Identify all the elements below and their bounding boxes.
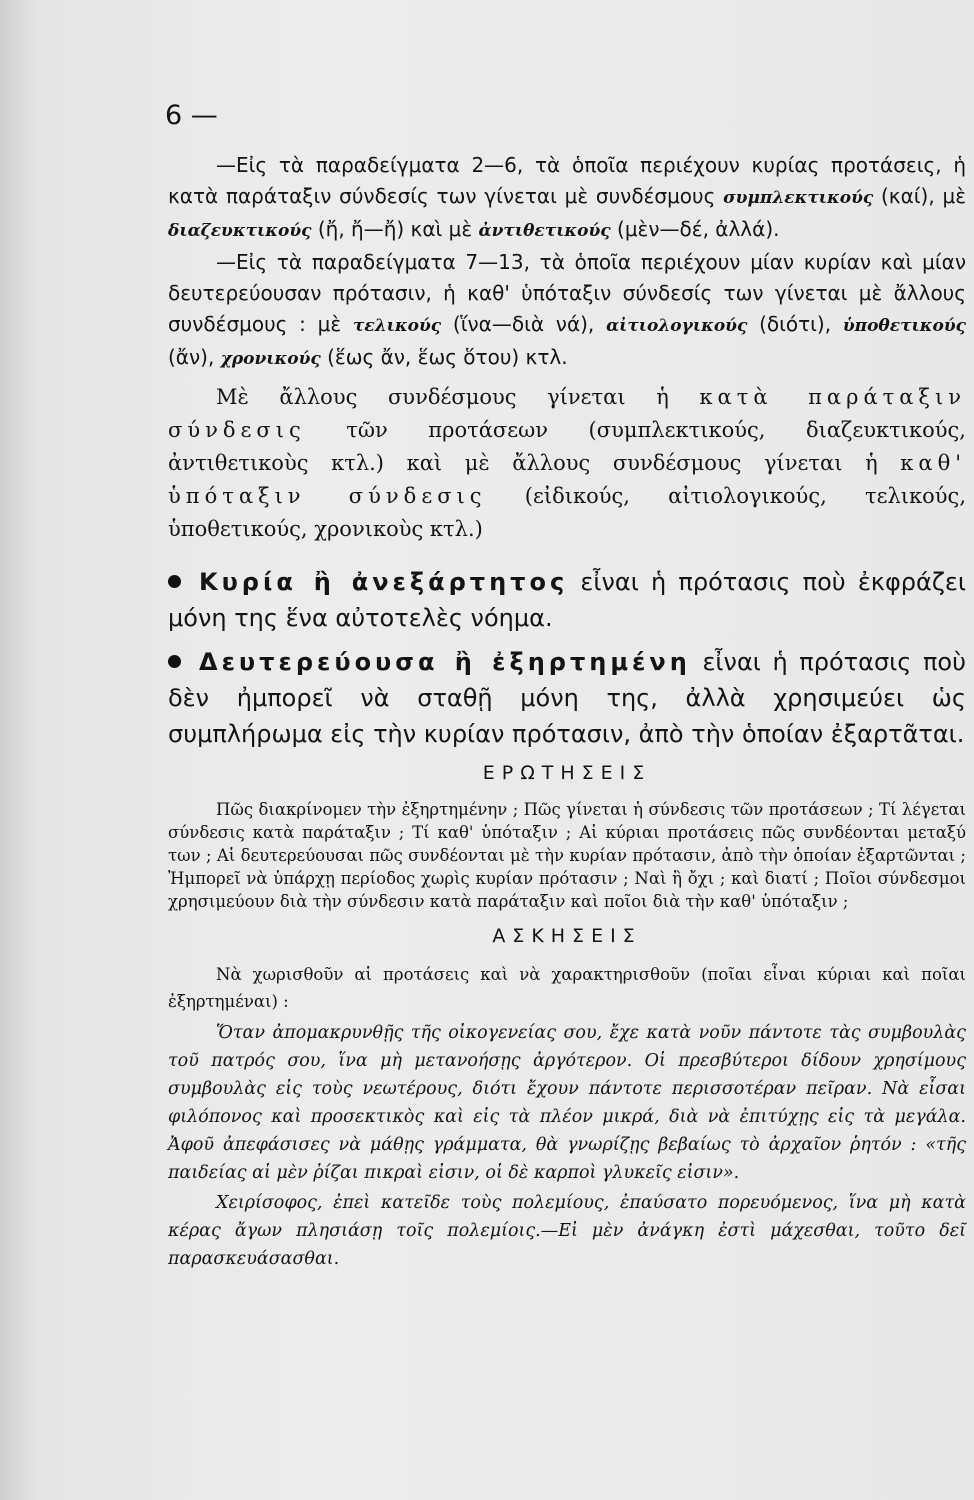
term-copulative: συμπλεκτικούς bbox=[723, 188, 874, 208]
text-run: (εἰδικούς, αἰτιολογικούς, τελικούς, ὑποθετικούς, χρονικοὺς κτλ.) bbox=[168, 484, 966, 541]
bullet-icon bbox=[168, 655, 181, 668]
spaced-term-subordination: καθ' ὑπόταξιν σύνδεσις bbox=[168, 451, 966, 508]
bullet-icon bbox=[168, 575, 181, 588]
page-content bbox=[168, 150, 966, 1273]
definition-text: εἶναι ἡ πρότασις ποὺ ἐκφράζει μόνη της ἕνα αὐτοτελὲς νόημα. bbox=[168, 568, 966, 632]
text-run: τῶν προτάσεων (συμπλεκτικούς, διαζευκτικούς, ἀντιθετικοὺς κτλ.) καὶ μὲ ἄλλους συνδέσμους γίνεται ἡ bbox=[168, 418, 966, 475]
exercises-heading: ΑΣΚΗΣΕΙΣ bbox=[492, 925, 642, 947]
text-run: (ἄν), bbox=[168, 345, 221, 369]
definition-term: Δευτερεύουσα ἢ ἐξηρτημένη bbox=[199, 648, 691, 676]
term-causal: αἰτιολογικούς bbox=[606, 316, 748, 336]
text-run: (μὲν—δέ, ἀλλά). bbox=[610, 217, 780, 241]
definition-term: Κυρία ἢ ἀνεξάρτητος bbox=[199, 568, 569, 596]
definition-subordinate-clause bbox=[168, 644, 966, 752]
definition-main-clause bbox=[168, 564, 966, 636]
text-run: (ἤ, ἤ—ἤ) καὶ μὲ bbox=[311, 217, 479, 241]
text-run: Μὲ ἄλλους συνδέσμους γίνεται ἡ bbox=[216, 385, 700, 409]
definition-text: εἶναι ἡ πρότασις ποὺ δὲν ἠμπορεῖ νὰ σταθῇ μόνη της, ἀλλὰ χρησιμεύει ὡς συμπλήρωμα εἰς τὴν κυρίαν πρότασιν, ἀπὸ τὴν ὁποίαν ἐξαρτᾶται. bbox=[168, 648, 966, 748]
paragraph-summary bbox=[168, 381, 966, 546]
text-run: (ἵνα—διὰ νά), bbox=[441, 312, 607, 336]
term-disjunctive: διαζευκτικούς bbox=[168, 221, 312, 241]
page-number: 6 — bbox=[165, 100, 218, 131]
spaced-term-coordination: κατὰ παράταξιν σύνδεσις bbox=[168, 385, 966, 442]
term-temporal: χρονικούς bbox=[220, 349, 321, 369]
text-run: (διότι), bbox=[747, 312, 843, 336]
exercises-intro: Νὰ χωρισθοῦν αἱ προτάσεις καὶ νὰ χαρακτηρισθοῦν (ποῖαι εἶναι κύριαι καὶ ποῖαι ἐξηρτημέναι) : bbox=[168, 965, 966, 1011]
questions-text: Πῶς διακρίνομεν τὴν ἐξηρτημένην ; Πῶς γίνεται ἡ σύνδεσις τῶν προτάσεων ; Τί λέγεται σύνδεσις κατὰ παράταξιν ; Τί καθ' ὑπόταξιν ; Αἱ κύριαι προτάσεις πῶς συνδέονται μεταξύ των ; Αἱ δευτερεύουσαι πῶς συνδέονται μὲ τὴν κυρίαν πρότασιν, ἀπὸ τὴν ὁποίαν ἐξαρτῶνται ; Ἠμπορεῖ νὰ ὑπάρχῃ περίοδος χωρὶς κυρίαν πρότασιν ; Ναὶ ἢ ὄχι ; καὶ διατί ; Ποῖοι σύνδεσμοι χρησιμεύουν διὰ τὴν σύνδεσιν κατὰ παράταξιν καὶ ποῖοι διὰ τὴν καθ' ὑπόταξιν ; bbox=[168, 800, 966, 911]
text-run: (καί), μὲ bbox=[873, 184, 967, 208]
term-conditional: ὑποθετικούς bbox=[842, 316, 967, 336]
text-run: —Εἰς τὰ παραδείγματα 2—6, τὰ ὁποῖα περιέχουν κυρίας προτάσεις, ἡ κατὰ παράταξιν σύνδεσίς των γίνεται μὲ συνδέσμους bbox=[168, 153, 966, 208]
exercise-text-modern: Ὅταν ἀπομακρυνθῇς τῆς οἰκογενείας σου, ἔχε κατὰ νοῦν πάντοτε τὰς συμβουλὰς τοῦ πατρός σου, ἵνα μὴ μετανοήσῃς ἀργότερον. Οἱ πρεσβύτεροι δίδουν χρησίμους συμβουλὰς εἰς τοὺς νεωτέρους, διότι ἔχουν πάντοτε περισσοτέραν πεῖραν. Νὰ εἶσαι φιλόπονος καὶ προσεκτικὸς καὶ εἰς τὰ πλέον μικρά, διὰ νὰ ἐπιτύχῃς εἰς τὰ μεγάλα. Ἀφοῦ ἀπεφάσισες νὰ μάθῃς γράμματα, θὰ γνωρίζῃς βεβαίως τὸ ἀρχαῖον ῥητόν : «τῆς παιδείας αἱ μὲν ῥίζαι πικραὶ εἰσιν, οἱ δὲ καρποὶ γλυκεῖς εἰσιν». bbox=[168, 1023, 966, 1183]
text-run: (ἕως ἄν, ἕως ὅτου) κτλ. bbox=[320, 345, 568, 369]
paragraph-subordination bbox=[168, 247, 966, 375]
term-final: τελικούς bbox=[352, 316, 442, 336]
questions-heading: ΕΡΩΤΗΣΕΙΣ bbox=[482, 762, 652, 784]
text-run: —Εἰς τὰ παραδείγματα 7—13, τὰ ὁποῖα περιέχουν μίαν κυρίαν καὶ μίαν δευτερεύουσαν πρότασιν, ἡ καθ' ὑπόταξιν σύνδεσίς των γίνεται μὲ ἄλλους συνδέσμους : μὲ bbox=[168, 250, 966, 336]
paragraph-coordination bbox=[168, 150, 966, 247]
exercise-text-ancient: Χειρίσοφος, ἐπεὶ κατεῖδε τοὺς πολεμίους, ἐπαύσατο πορευόμενος, ἵνα μὴ κατὰ κέρας ἄγων πλησιάσῃ τοῖς πολεμίοις.—Εἰ μὲν ἀνάγκη ἐστὶ μάχεσθαι, τοῦτο δεῖ παρασκευάσασθαι. bbox=[168, 1193, 966, 1269]
term-adversative: ἀντιθετικούς bbox=[478, 221, 611, 241]
